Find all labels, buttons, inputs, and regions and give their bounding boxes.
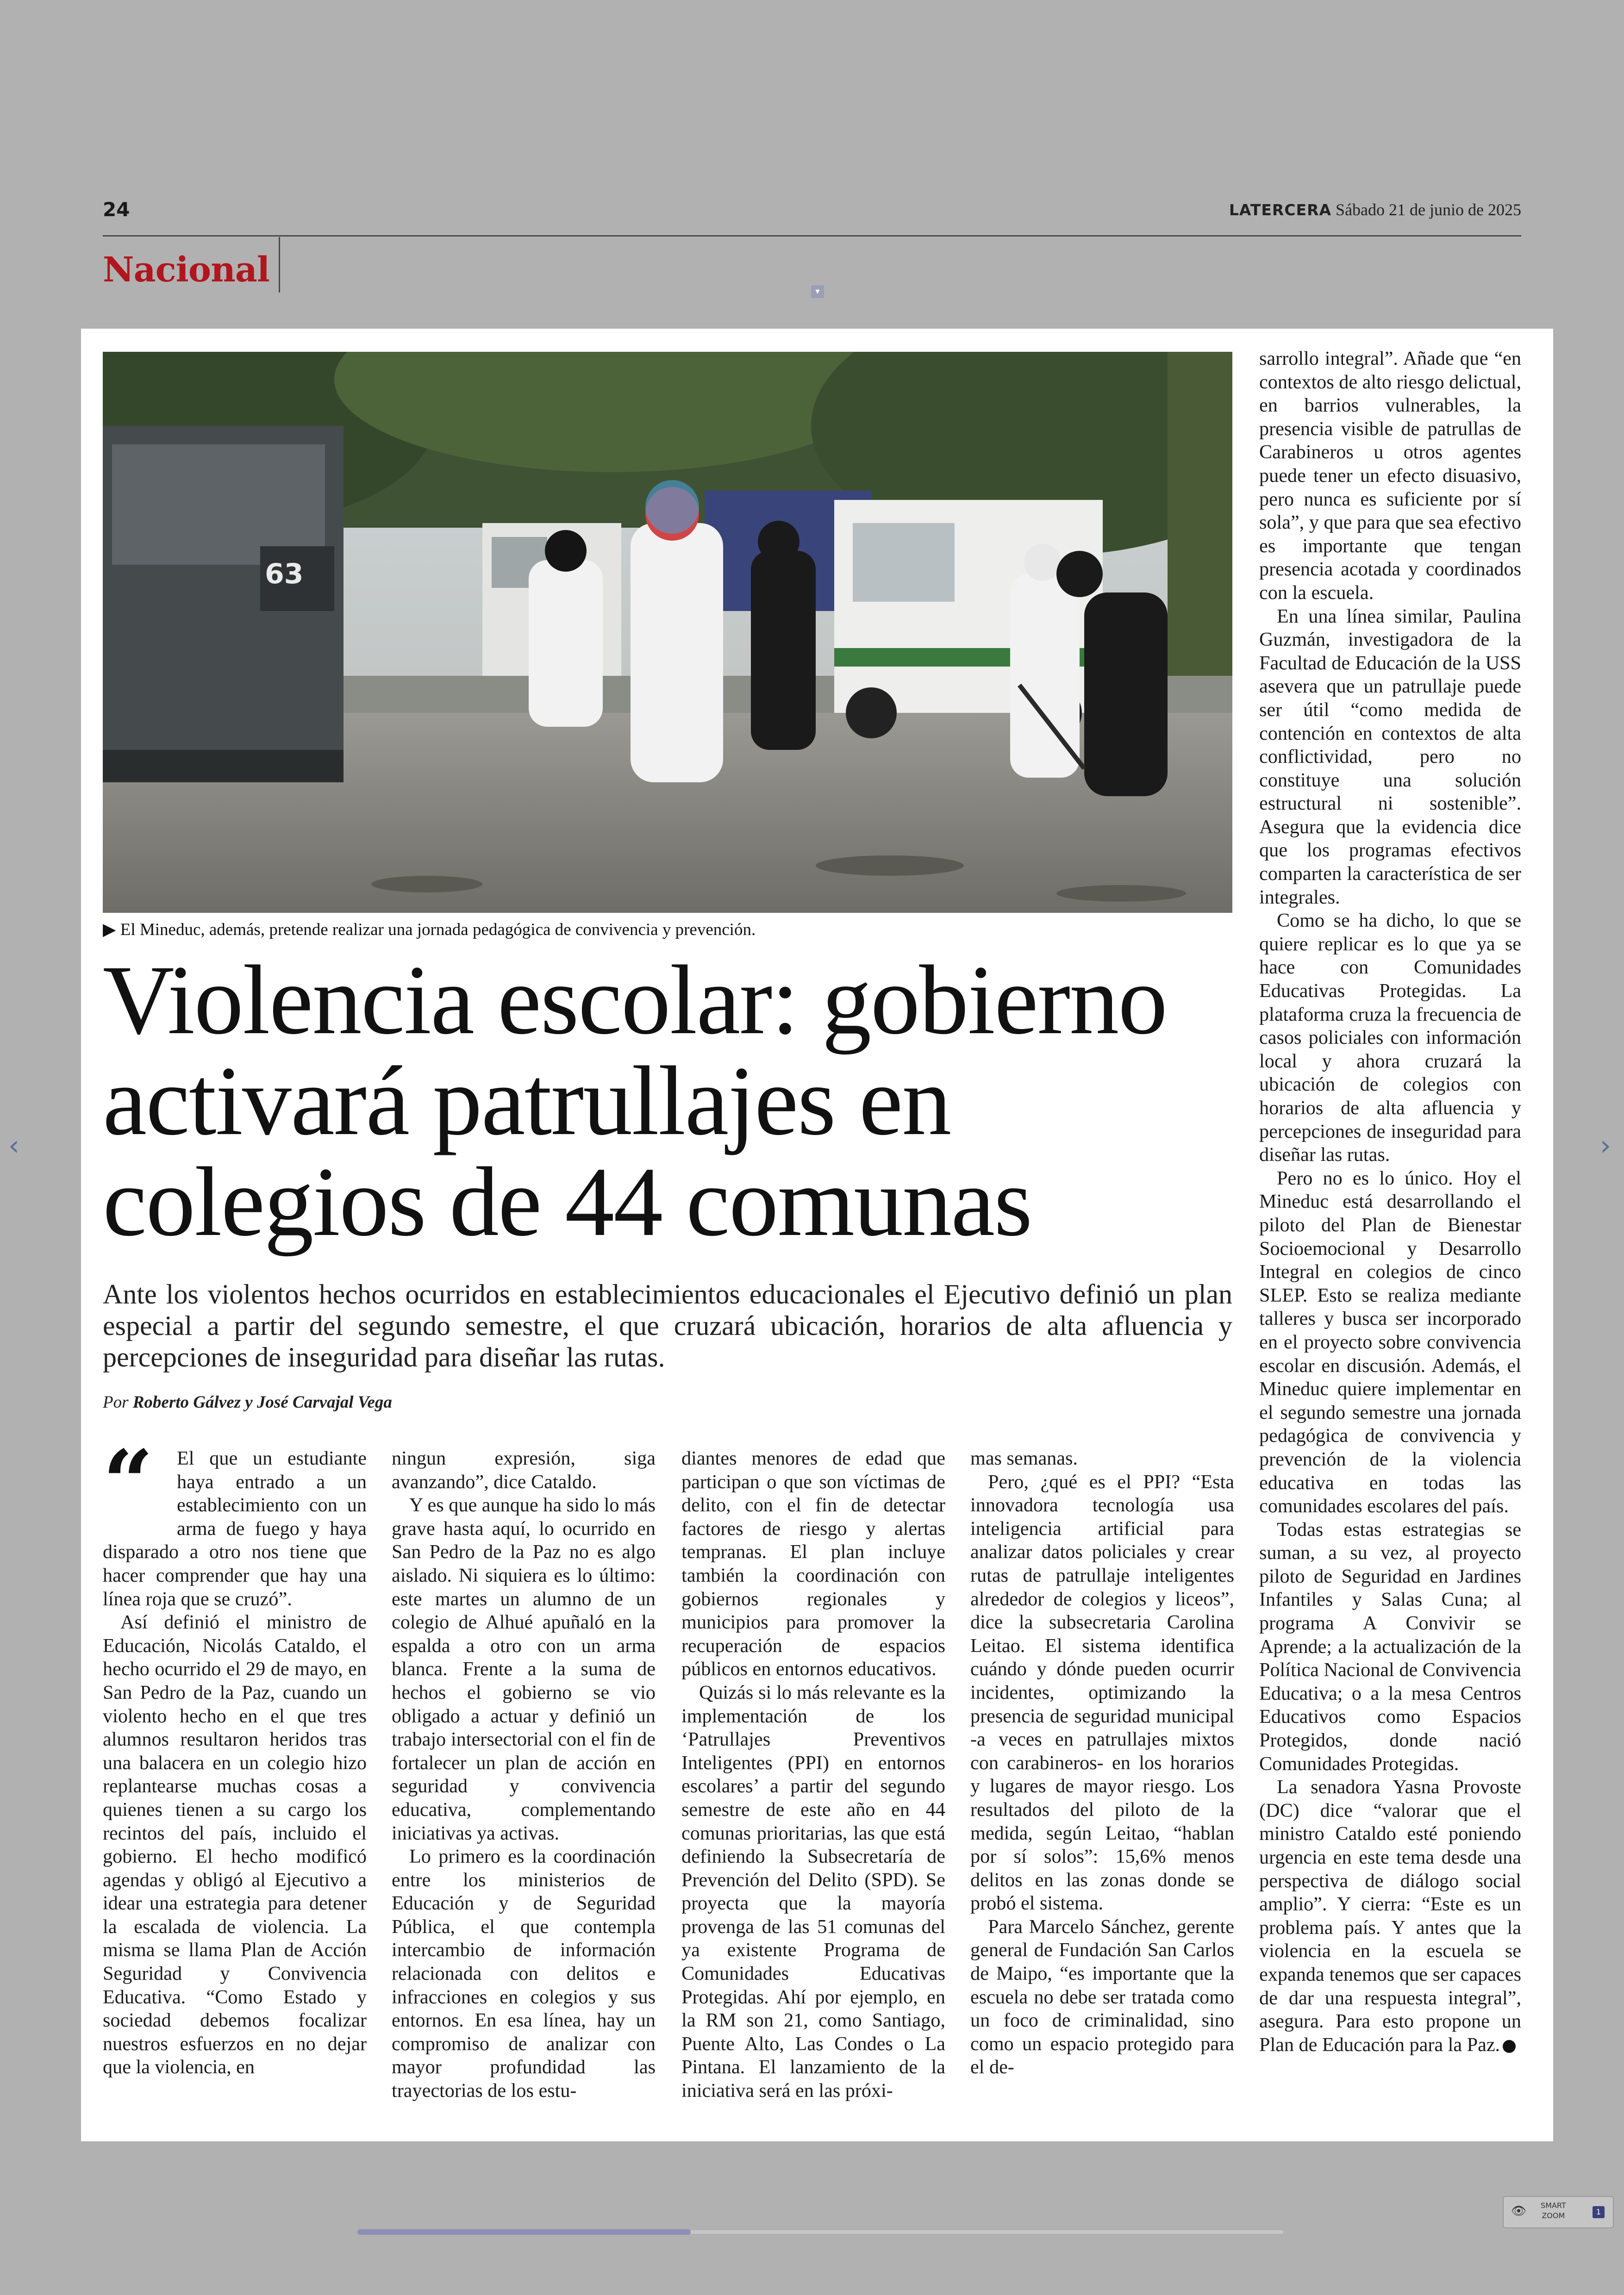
body-column-2 [392,1447,656,2103]
body-column-1 [103,1447,367,2079]
page-number: 24 [103,198,130,221]
chevron-down-icon[interactable]: ▾ [811,285,824,298]
section-divider [279,237,280,293]
issue-date: Sábado 21 de junio de 2025 [1336,200,1521,219]
eye-icon: 👁 [1511,2204,1527,2218]
paragraph-text: El que un estudiante haya entrado a un establecimiento con un arma de fuego y haya disparado a otro nos tiene que hacer comprender que hay una línea roja que se cruzó”. [103,1447,367,1610]
body-column-3 [681,1447,945,2103]
body-paragraph: diantes menores de edad que participan o que son víctimas de delito, con el fin de detectar factores de riesgo y alertas tempranas. El plan incluye también la coordinación con gobiernos regionales y municipios para promover la recuperación de espacios públicos en entornos educativos. [681,1447,945,1680]
photo-illustration [103,352,1232,913]
caption-text: El Mineduc, además, pretende realizar una jornada pedagógica de convivencia y prevención. [120,920,756,939]
smart-zoom-label-line2: ZOOM [1542,2211,1565,2220]
body-paragraph: ningun expresión, siga avanzando”, dice Cataldo. [392,1447,656,1493]
body-paragraph: Pero, ¿qué es el PPI? “Esta innovadora tecnología usa inteligencia artificial para analizar datos policiales y crear rutas de patrullaje inteligentes alrededor de colegios y liceos”, dice la subsecretaria Carolina Leitao. El sistema identifica cuándo y dónde pueden ocurrir incidentes, optimizando la presencia de seguridad municipal -a veces en patrullajes mixtos con carabineros- en los horarios y lugares de mayor riesgo. Los resultados del piloto de la medida, según Leitao, “hablan por sí solos”: 15,6% menos delitos en las zonas donde se probó el sistema. [970,1471,1234,1915]
body-paragraph [103,1447,367,1611]
masthead-date [1229,200,1521,219]
prev-page-arrow-icon[interactable]: ‹ [8,1129,19,1162]
smart-zoom-label-line1: SMART [1541,2201,1566,2210]
page-scroll-thumb[interactable] [357,2229,691,2235]
section-title: Nacional [103,250,269,290]
body-paragraph: sarrollo integral”. Añade que “en contextos de alto riesgo delictual, en barrios vulnerables, la presencia visible de patrullas de Carabineros u otros agentes puede tener un efecto disuasivo, pero nunca es suficiente por sí sola”, y que para que sea efectivo es importante que tengan presencia acotada y coordinados con la escuela. [1259,348,1521,604]
vehicle-number: 63 [265,558,304,590]
byline-authors: Roberto Gálvez y José Carvajal Vega [132,1393,392,1412]
smart-zoom-label [1541,2201,1566,2221]
byline-prefix: Por [103,1393,129,1412]
body-paragraph: Todas estas estrategias se suman, a su vez, al proyecto piloto de Seguridad en Jardines Infantiles y Salas Cuna; al programa A Convivir se Aprende; a la actualización de la Política Nacional de Convivencia Educativa; o a la mesa Centros Educativos como Espacios Protegidos, donde nació Comunidades Protegidas. [1259,1518,1521,1775]
photo-caption [103,919,756,940]
body-column-4 [970,1447,1234,2079]
end-mark-icon [1503,2040,1516,2053]
body-column-5 [1259,347,1521,2057]
body-paragraph: mas semanas. [970,1447,1078,1469]
article-headline: Violencia escolar: gobierno activará patrullajes en colegios de 44 comunas [103,945,1167,1257]
quote-mark-icon: “ [103,1431,154,1534]
article-photo[interactable] [103,352,1232,913]
header-rule [103,235,1521,237]
body-paragraph: Pero no es lo único. Hoy el Mineduc está desarrollando el piloto del Plan de Bienestar Socioemocional y Desarrollo Integral en colegios de cinco SLEP. Esto se realiza mediante talleres y busca ser incorporado en el proyecto sobre convivencia escolar en discusión. Además, el Mineduc quiere implementar en el segundo semestre una jornada pedagógica de convivencia y prevención de la violencia educativa en todas las comunidades escolares del país. [1259,1167,1521,1517]
paragraph-text: La senadora Yasna Provoste (DC) dice “valorar que el ministro Cataldo esté poniendo urgencia en este tema desde una perspectiva de diálogo social amplio”. Y cierra: “Este es un problema país. Y antes que la violencia en la escuela se expanda tenemos que ser capaces de dar una respuesta integral”, asegura. Para esto propone un Plan de Educación para la Paz. [1259,1776,1521,2056]
body-paragraph: Como se ha dicho, lo que se quiere replicar es lo que ya se hace con Comunidades Educativas Protegidas. La plataforma cruza la frecuencia de casos policiales con información local y ahora cruzará la ubicación de colegios con horarios de alta afluencia y percepciones de inseguridad para diseñar las rutas. [1259,910,1521,1166]
body-paragraph [1259,1776,1521,2057]
brand-logo: LATERCERA [1229,201,1332,219]
byline [103,1392,392,1412]
smart-zoom-button[interactable] [1503,2196,1614,2228]
article-standfirst: Ante los violentos hechos ocurridos en establecimientos educacionales el Ejecutivo definió un plan especial a partir del segundo semestre, el que cruzará ubicación, horarios de alta afluencia y percepciones de inseguridad para diseñar las rutas. [103,1279,1232,1372]
next-page-arrow-icon[interactable]: › [1600,1129,1611,1162]
smart-zoom-badge: 1 [1593,2206,1605,2218]
body-paragraph: Así definió el ministro de Educación, Nicolás Cataldo, el hecho ocurrido el 29 de mayo, en San Pedro de la Paz, cuando un violento hecho en el que tres alumnos resultaron heridos tras una balacera en un colegio hizo replantearse muchas cosas a quienes tienen a su cargo los recintos del país, incluido el gobierno. El hecho modificó agendas y obligó al Ejecutivo a idear una estrategia para detener la escalada de violencia. La misma se llama Plan de Acción Seguridad y Convivencia Educativa. “Como Estado y sociedad debemos focalizar nuestros esfuerzos en no dejar que la violencia, en [103,1611,367,2078]
body-paragraph: Lo primero es la coordinación entre los ministerios de Educación y de Seguridad Pública, el que contempla intercambio de información relacionada con delitos e infracciones en colegios y sus entornos. En esa línea, hay un compromiso de analizar con mayor profundidad las trayectorias de los estu- [392,1846,656,2102]
body-paragraph: Quizás si lo más relevante es la implementación de los ‘Patrullajes Preventivos Inteligentes (PPI) en entornos escolares’ a partir del segundo semestre de este año en 44 comunas prioritarias, las que está definiendo la Subsecretaría de Prevención del Delito (SPD). Se proyecta que la mayoría provenga de las 51 comunas del ya existente Programa de Comunidades Educativas Protegidas. Ahí por ejemplo, en la RM son 21, como Santiago, Puente Alto, Las Condes o La Pintana. El lanzamiento de la iniciativa será en las próxi- [681,1681,945,2102]
body-paragraph: Para Marcelo Sánchez, gerente general de Fundación San Carlos de Maipo, “es importante que la escuela no debe ser tratada como un foco de criminalidad, sino como un espacio protegido para el de- [970,1915,1234,2078]
body-paragraph: En una línea similar, Paulina Guzmán, investigadora de la Facultad de Educación de la USS asevera que un patrullaje puede ser útil “como medida de contención en contextos de alta conflictividad, pero no constituye una solución estructural ni sostenible”. Asegura que la evidencia dice que los programas efectivos comparten la característica de ser integrales. [1259,605,1521,908]
body-paragraph: Y es que aunque ha sido lo más grave hasta aquí, lo ocurrido en San Pedro de la Paz no es algo aislado. Ni siquiera es lo último: este martes un alumno de un colegio de Alhué apuñaló en la espalda a otro con un arma blanca. Frente a la suma de hechos el gobierno se vio obligado a actuar y definió un trabajo intersectorial con el fin de fortalecer un plan de acción en seguridad y convivencia educativa, complementando iniciativas ya activas. [392,1494,656,1844]
caption-arrow-icon: ▶ [103,920,116,939]
